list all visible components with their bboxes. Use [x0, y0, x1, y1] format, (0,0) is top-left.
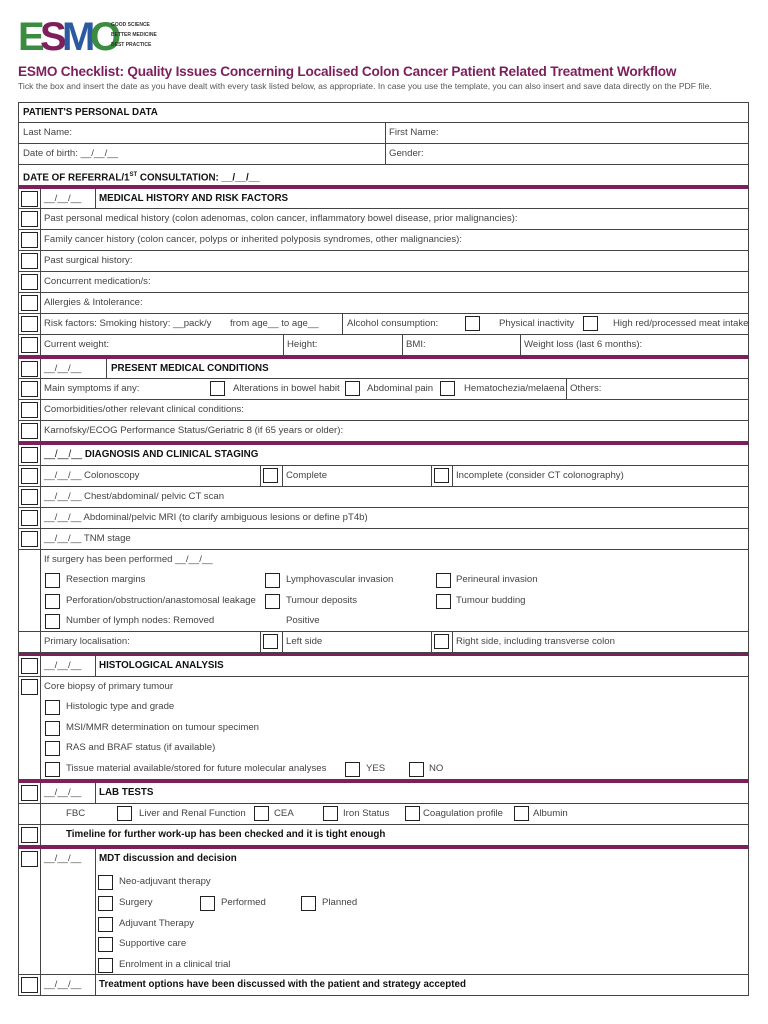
personal-heading-row — [18, 102, 749, 123]
history-heading: MEDICAL HISTORY AND RISK FACTORS — [99, 193, 289, 204]
history-row — [18, 251, 749, 272]
histologic-type-checkbox[interactable] — [45, 700, 60, 715]
surgery-label: If surgery has been performed __/__/__ — [44, 554, 213, 565]
risk-row — [18, 314, 749, 335]
ct-row — [18, 487, 749, 508]
weight-checkbox[interactable] — [21, 337, 38, 353]
perforation-label: Perforation/obstruction/anastomosal leakage — [66, 595, 256, 606]
esmo-logo — [18, 16, 178, 54]
fbc-label: FBC — [66, 808, 86, 819]
treatment-row — [18, 975, 749, 996]
dob-field[interactable]: Date of birth: __/__/__ — [23, 148, 118, 159]
alcohol-checkbox[interactable] — [465, 316, 480, 331]
lymph-label: Number of lymph nodes: Removed — [66, 615, 215, 626]
resection-label: Resection margins — [66, 574, 146, 585]
karnofsky-checkbox[interactable] — [21, 423, 38, 439]
localisation-row — [18, 632, 749, 653]
hematochezia-label: Hematochezia/melaena — [464, 383, 565, 394]
referral-row — [18, 165, 749, 186]
biopsy-label: Core biopsy of primary tumour — [44, 681, 174, 692]
histology-heading: HISTOLOGICAL ANALYSIS — [99, 660, 224, 671]
allergies-checkbox[interactable] — [21, 295, 38, 311]
mdt-heading: MDT discussion and decision — [99, 853, 237, 864]
histology-block — [18, 677, 749, 780]
history-heading-row — [18, 186, 749, 209]
first-name-field[interactable]: First Name: — [389, 127, 439, 138]
fbc-checkbox[interactable] — [117, 806, 132, 821]
lab-heading: LAB TESTS — [99, 787, 154, 798]
adjuvant-checkbox[interactable] — [98, 917, 113, 932]
histology-date[interactable]: __/__/__ — [44, 660, 82, 671]
ras-checkbox[interactable] — [45, 741, 60, 756]
svg-text:BETTER MEDICINE: BETTER MEDICINE — [111, 32, 157, 38]
abdominal-label: Abdominal pain — [367, 383, 434, 394]
timeline-label: Timeline for further work-up has been checked and it is tight enough — [66, 829, 386, 840]
height-label: Height: — [287, 339, 318, 350]
past-history-label: Past personal medical history (colon adenomas, colon cancer, inflammatory bowel disease, prior malignancies): — [44, 213, 518, 224]
timeline-row — [18, 825, 749, 846]
hematochezia-checkbox[interactable] — [440, 381, 455, 396]
cea-checkbox[interactable] — [323, 806, 338, 821]
lab-checkbox[interactable] — [21, 785, 38, 801]
present-heading-row — [18, 356, 749, 379]
perineural-label: Perineural invasion — [456, 574, 538, 585]
present-date[interactable]: __/__/__ — [44, 363, 82, 374]
alcohol-label: Alcohol consumption: — [347, 318, 439, 329]
symptoms-label: Main symptoms if any: — [44, 383, 140, 394]
svg-text:O: O — [90, 16, 122, 54]
staging-heading-row — [18, 442, 749, 466]
history-row — [18, 209, 749, 230]
left-side-checkbox[interactable] — [263, 634, 278, 649]
surgical-history-checkbox[interactable] — [21, 253, 38, 269]
history-date[interactable]: __/__/__ — [44, 193, 82, 204]
localisation-label: Primary localisation: — [44, 636, 130, 647]
treatment-date[interactable]: __/__/__ — [44, 979, 82, 990]
yes-checkbox[interactable] — [345, 762, 360, 777]
instructions: Tick the box and insert the date as you have dealt with every task listed below, as appropriate. In case you use the template, you can also insert and save data directly on the PDF file. — [18, 81, 712, 91]
mdt-block — [18, 846, 749, 975]
physical-label: Physical inactivity — [499, 318, 575, 329]
history-row — [18, 293, 749, 314]
mri-checkbox[interactable] — [21, 510, 38, 526]
adjuvant-label: Adjuvant Therapy — [119, 918, 195, 929]
history-row — [18, 272, 749, 293]
lymphovascular-label: Lymphovascular invasion — [286, 574, 394, 585]
mdt-surgery-label: Surgery — [119, 897, 153, 908]
msi-label: MSI/MMR determination on tumour specimen — [66, 722, 260, 733]
comorbidities-checkbox[interactable] — [21, 402, 38, 418]
karnofsky-label: Karnofsky/ECOG Performance Status/Geriatric 8 (if 65 years or older): — [44, 425, 344, 436]
history-row — [18, 230, 749, 251]
smoking-label: Risk factors: Smoking history: __pack/y — [44, 318, 212, 329]
complete-label: Complete — [286, 470, 328, 481]
from-age-label: from age__ to age__ — [230, 318, 319, 329]
deposits-checkbox[interactable] — [265, 594, 280, 609]
coag-checkbox[interactable] — [514, 806, 529, 821]
planned-label: Planned — [322, 897, 358, 908]
svg-text:BEST PRACTICE: BEST PRACTICE — [111, 42, 152, 48]
cea-label: CEA — [274, 808, 294, 819]
referral-date-field[interactable]: DATE OF REFERRAL/1ST CONSULTATION: __/__/__ — [23, 172, 260, 184]
histology-checkbox[interactable] — [21, 658, 38, 674]
svg-text:GOOD SCIENCE: GOOD SCIENCE — [111, 22, 150, 28]
treatment-label: Treatment options have been discussed with the patient and strategy accepted — [99, 979, 466, 990]
mri-row — [18, 508, 749, 529]
surgery-checkbox[interactable] — [98, 896, 113, 911]
timeline-checkbox[interactable] — [21, 827, 38, 843]
colonoscopy-label: __/__/__ Colonoscopy — [44, 470, 140, 481]
yes-label: YES — [366, 763, 386, 774]
bmi-label: BMI: — [406, 339, 426, 350]
past-history-checkbox[interactable] — [21, 211, 38, 227]
tnm-row — [18, 529, 749, 550]
staging-checkbox[interactable] — [21, 447, 38, 463]
deposits-label: Tumour deposits — [286, 595, 358, 606]
no-label: NO — [429, 763, 444, 774]
mdt-checkbox[interactable] — [21, 851, 38, 867]
lab-tests-row — [18, 804, 749, 825]
surgical-history-label: Past surgical history: — [44, 255, 133, 266]
mdt-date[interactable]: __/__/__ — [44, 853, 82, 864]
tissue-label: Tissue material available/stored for future molecular analyses — [66, 763, 327, 774]
positive-label: Positive — [286, 615, 320, 626]
svg-text:S: S — [40, 16, 64, 54]
budding-label: Tumour budding — [456, 595, 526, 606]
svg-text:E: E — [18, 16, 42, 54]
right-side-checkbox[interactable] — [434, 634, 449, 649]
no-checkbox[interactable] — [409, 762, 424, 777]
albumin-label: Albumin — [533, 808, 568, 819]
risk-factors-checkbox[interactable] — [21, 316, 38, 332]
liver-label: Liver and Renal Function — [139, 808, 246, 819]
personal-heading: PATIENT'S PERSONAL DATA — [23, 107, 158, 118]
lab-date[interactable]: __/__/__ — [44, 787, 82, 798]
left-side-label: Left side — [286, 636, 323, 647]
iron-checkbox[interactable] — [405, 806, 420, 821]
comorbidities-row — [18, 400, 749, 421]
lab-heading-row — [18, 780, 749, 804]
symptoms-checkbox[interactable] — [21, 381, 38, 397]
family-history-checkbox[interactable] — [21, 232, 38, 248]
resection-checkbox[interactable] — [45, 573, 60, 588]
weight-row — [18, 335, 749, 356]
iron-label: Iron Status — [343, 808, 390, 819]
physical-checkbox[interactable] — [583, 316, 598, 331]
neo-checkbox[interactable] — [98, 875, 113, 890]
right-side-label: Right side, including transverse colon — [456, 636, 615, 647]
history-checkbox[interactable] — [21, 191, 38, 207]
colonoscopy-row — [18, 466, 749, 487]
bowel-label: Alterations in bowel habit — [233, 383, 340, 394]
complete-checkbox[interactable] — [263, 468, 278, 483]
coag-label: Coagulation profile — [423, 808, 504, 819]
incomplete-label: Incomplete (consider CT colonography) — [456, 470, 624, 481]
lymph-checkbox[interactable] — [45, 614, 60, 629]
weight-label: Current weight: — [44, 339, 110, 350]
surgery-block — [18, 550, 749, 632]
svg-text:M: M — [62, 16, 93, 54]
abdominal-checkbox[interactable] — [345, 381, 360, 396]
family-history-label: Family cancer history (colon cancer, polyps or inherited polyposis syndromes, other malignancies): — [44, 234, 463, 245]
weight-loss-label: Weight loss (last 6 months): — [524, 339, 643, 350]
karnofsky-row — [18, 421, 749, 442]
last-name-field[interactable]: Last Name: — [23, 127, 73, 138]
bowel-checkbox[interactable] — [210, 381, 225, 396]
comorbidities-label: Comorbidities/other relevant clinical conditions: — [44, 404, 244, 415]
trial-checkbox[interactable] — [98, 958, 113, 973]
performed-label: Performed — [221, 897, 266, 908]
others-label: Others: — [570, 383, 602, 394]
biopsy-checkbox[interactable] — [21, 679, 38, 695]
present-heading: PRESENT MEDICAL CONDITIONS — [111, 363, 269, 374]
medication-label: Concurrent medication/s: — [44, 276, 151, 287]
gender-field[interactable]: Gender: — [389, 148, 424, 159]
mri-label: __/__/__ Abdominal/pelvic MRI (to clarify ambiguous lesions or define pT4b) — [44, 512, 368, 523]
medication-checkbox[interactable] — [21, 274, 38, 290]
lymphovascular-checkbox[interactable] — [265, 573, 280, 588]
tissue-checkbox[interactable] — [45, 762, 60, 777]
neo-label: Neo-adjuvant therapy — [119, 876, 211, 887]
ras-label: RAS and BRAF status (if available) — [66, 742, 216, 753]
treatment-checkbox[interactable] — [21, 977, 38, 993]
ct-checkbox[interactable] — [21, 489, 38, 505]
present-checkbox[interactable] — [21, 361, 38, 377]
page-title: ESMO Checklist: Quality Issues Concerning Localised Colon Cancer Patient Related Treatment Workflow — [18, 64, 677, 79]
colonoscopy-checkbox[interactable] — [21, 468, 38, 484]
tnm-checkbox[interactable] — [21, 531, 38, 547]
trial-label: Enrolment in a clinical trial — [119, 959, 231, 970]
symptoms-row — [18, 379, 749, 400]
incomplete-checkbox[interactable] — [434, 468, 449, 483]
histologic-type-label: Histologic type and grade — [66, 701, 175, 712]
perineural-checkbox[interactable] — [436, 573, 451, 588]
liver-checkbox[interactable] — [254, 806, 269, 821]
name-row — [18, 123, 749, 144]
performed-checkbox[interactable] — [200, 896, 215, 911]
planned-checkbox[interactable] — [301, 896, 316, 911]
histology-heading-row — [18, 653, 749, 677]
supportive-checkbox[interactable] — [98, 937, 113, 952]
supportive-label: Supportive care — [119, 938, 187, 949]
msi-checkbox[interactable] — [45, 721, 60, 736]
budding-checkbox[interactable] — [436, 594, 451, 609]
meat-label: High red/processed meat intake — [613, 318, 749, 329]
staging-heading: __/__/__ DIAGNOSIS AND CLINICAL STAGING — [44, 449, 259, 460]
tnm-label: __/__/__ TNM stage — [44, 533, 131, 544]
perforation-checkbox[interactable] — [45, 594, 60, 609]
ct-label: __/__/__ Chest/abdominal/ pelvic CT scan — [44, 491, 225, 502]
dob-row — [18, 144, 749, 165]
allergies-label: Allergies & Intolerance: — [44, 297, 143, 308]
